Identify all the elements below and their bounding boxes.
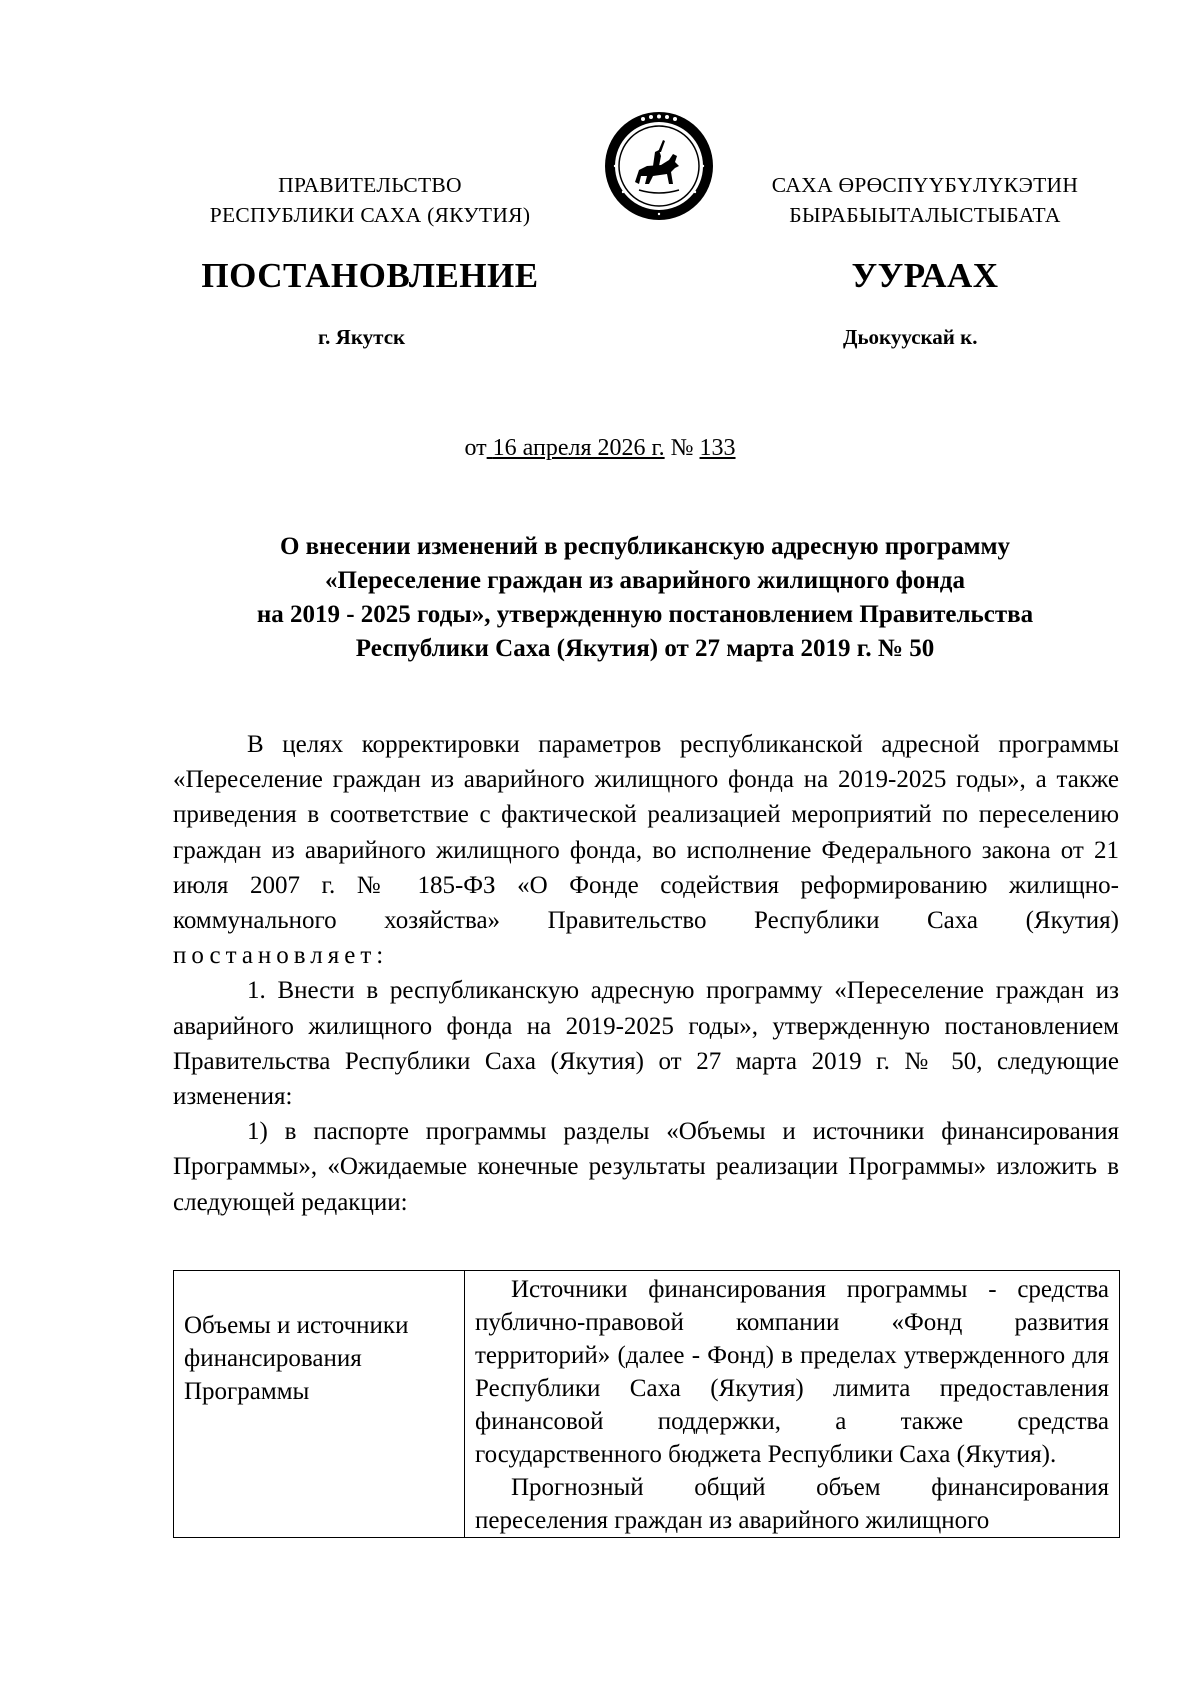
place-sakha: Дьокуускай к. xyxy=(843,325,978,349)
place-ru: г. Якутск xyxy=(318,325,406,349)
title-line: «Переселение граждан из аварийного жилищного фонда xyxy=(325,567,965,594)
item-1-paragraph: 1. Внести в республиканскую адресную программу «Переселение граждан из аварийного жилищного фонда на 2019-2025 годы», утвержденную постановлением Правительства Республики Саха (Якутия) от 27 марта 2019 г. № 50, следующие изменения: xyxy=(173,977,1119,1111)
decrees-word: постановляет: xyxy=(173,942,389,970)
header-right xyxy=(735,170,1115,230)
decree-number: 133 xyxy=(699,435,736,461)
government-ru-line2: РЕСПУБЛИКИ САХА (ЯКУТИЯ) xyxy=(209,203,531,227)
decree-date: 16 апреля 2026 г. xyxy=(492,435,665,461)
table-row xyxy=(174,1271,1120,1538)
government-sakha-line1: САХА ӨРӨСПҮҮБҮЛҮКЭТИН xyxy=(771,173,1079,197)
table-paragraph: Источники финансирования программы - средства публично-правовой компании «Фонд развития территорий» (далее - Фонд) в пределах утвержденного для Республики Саха (Якутия) лимита предоставления финансовой поддержки, а также средства государственного бюджета Республики Саха (Якутия). xyxy=(475,1276,1109,1468)
doc-type-sakha: УУРААХ xyxy=(851,256,999,295)
coat-of-arms-icon xyxy=(603,110,715,222)
header-left xyxy=(180,170,560,230)
government-ru-line1: ПРАВИТЕЛЬСТВО xyxy=(278,173,462,197)
decree-date-number xyxy=(0,435,1200,462)
title-line: О внесении изменений в республиканскую адресную программу xyxy=(279,533,1011,560)
government-sakha-line2: БЫРАБЫЫТАЛЫСТЫБАТА xyxy=(789,203,1061,227)
decree-body xyxy=(173,727,1119,1220)
title-line: Республики Саха (Якутия) от 27 марта 2019 г. № 50 xyxy=(355,635,935,662)
passport-table xyxy=(173,1270,1120,1538)
subitem-1-paragraph: 1) в паспорте программы разделы «Объемы и источники финансирования Программы», «Ожидаемые конечные результаты реализации Программы» изложить в следующей редакции: xyxy=(173,1118,1119,1216)
table-cell-content xyxy=(465,1271,1120,1538)
title-line: на 2019 - 2025 годы», утвержденную постановлением Правительства xyxy=(256,601,1034,628)
preamble-paragraph: В целях корректировки параметров республиканской адресной программы «Переселение граждан из аварийного жилищного фонда на 2019-2025 годы», а также приведения в соответствие с фактической реализацией мероприятий по переселению граждан из аварийного жилищного фонда, во исполнение Федерального закона от 21 июля 2007 г. № 185-ФЗ «О Фонде содействия реформированию жилищно-коммунального хозяйства» Правительство Республики Саха (Якутия) постановляет: xyxy=(173,731,1119,970)
doc-type-ru: ПОСТАНОВЛЕНИЕ xyxy=(201,256,539,295)
decree-title xyxy=(170,530,1120,666)
date-prefix: от xyxy=(464,435,487,461)
table-paragraph: Прогнозный общий объем финансирования переселения граждан из аварийного жилищного xyxy=(475,1474,1109,1534)
number-prefix: № xyxy=(670,435,694,461)
table-cell-label: Объемы и источники финансирования Программы xyxy=(174,1271,465,1538)
